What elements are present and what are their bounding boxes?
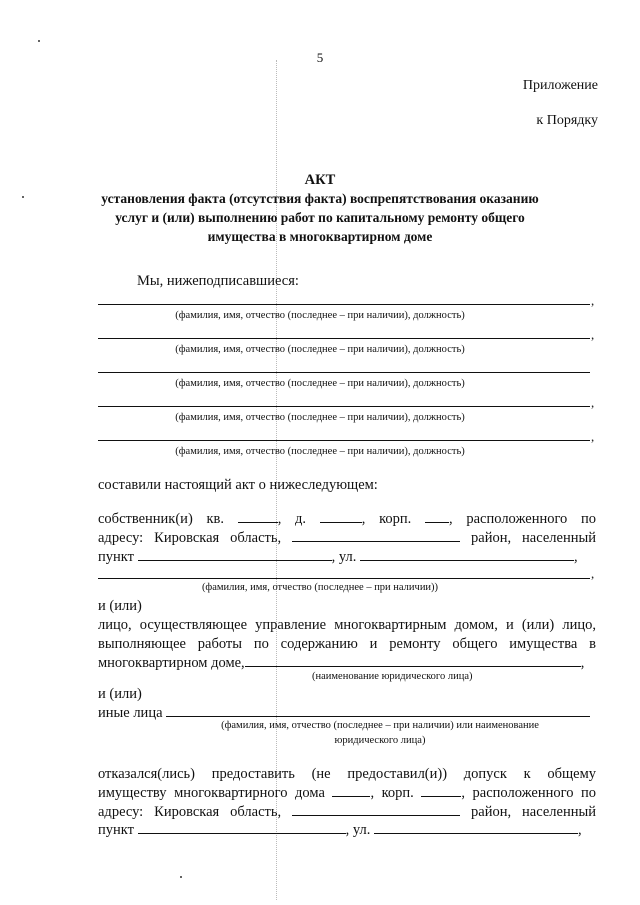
house-field[interactable] — [320, 510, 362, 523]
refused-house-field[interactable] — [332, 784, 370, 797]
refused-property-label: имуществу многоквартирного дома — [98, 785, 325, 801]
owner-address-label: адресу: Кировская область, — [98, 530, 282, 546]
refused-line-4: пункт , ул. , — [98, 822, 582, 838]
owner-settlement-label: пункт — [98, 549, 134, 565]
intro-text: Мы, нижеподписавшиеся: — [137, 273, 299, 289]
refused-building-field[interactable] — [421, 784, 461, 797]
refused-district-label: район, населенный — [471, 804, 596, 820]
owner-line-1 — [98, 510, 596, 528]
owner-located-label: расположенного по — [466, 511, 597, 527]
signer-caption-2: (фамилия, имя, отчество (последнее – при наличии), должность) — [175, 344, 465, 355]
document-subtitle-line-3: имущества в многоквартирном доме — [207, 229, 433, 244]
refused-line-3 — [98, 803, 596, 821]
scan-speck — [38, 40, 40, 42]
settlement-field[interactable] — [138, 548, 332, 561]
manager-line-1: лицо, осуществляющее управление многоквартирным домом, и (или) лицо, — [98, 617, 596, 633]
refused-settlement-label: пункт — [98, 822, 134, 838]
signer-line-4[interactable] — [98, 406, 590, 407]
scan-speck — [180, 876, 182, 878]
refused-located-label: , расположенного по — [461, 785, 597, 801]
owner-house-label: , д. — [277, 511, 307, 527]
document-subtitle-line-1: установления факта (отсутствия факта) воспрепятствования оказанию — [101, 191, 539, 206]
signer-line-3[interactable] — [98, 372, 590, 373]
others-label: иные лица — [98, 705, 163, 721]
refused-street-field[interactable] — [374, 821, 578, 834]
signer-line-2[interactable] — [98, 338, 590, 339]
refused-settlement-field[interactable] — [138, 821, 346, 834]
comma: , — [591, 429, 595, 444]
owner-line-2 — [98, 529, 596, 547]
comma: , — [591, 566, 595, 581]
refused-line-1: отказался(лись) предоставить (не предоставил(и)) допуск к общему — [98, 766, 596, 782]
refused-building-label: , корп. — [370, 785, 414, 801]
comma: , — [591, 395, 595, 410]
signer-caption-1: (фамилия, имя, отчество (последнее – при наличии), должность) — [175, 310, 465, 321]
owner-district-label: район, населенный — [471, 530, 596, 546]
owner-building-label: , корп. — [361, 511, 412, 527]
district-field[interactable] — [292, 529, 460, 542]
manager-field[interactable] — [245, 654, 581, 667]
manager-label: многоквартирном доме, — [98, 655, 245, 671]
or-separator-1: и (или) — [98, 598, 142, 614]
owner-street-label: , ул. — [331, 549, 357, 565]
signer-line-5[interactable] — [98, 440, 590, 441]
document-title: АКТ — [304, 172, 336, 188]
building-field[interactable] — [425, 510, 449, 523]
refused-street-label: , ул. — [345, 822, 371, 838]
manager-caption: (наименование юридического лица) — [312, 671, 473, 682]
refused-line-2 — [98, 784, 596, 802]
signer-caption-3: (фамилия, имя, отчество (последнее – при наличии), должность) — [175, 378, 465, 389]
appendix-reference: к Порядку — [536, 113, 598, 128]
manager-line-2: выполняющее работы по содержанию и ремонту общего имущества в — [98, 636, 596, 652]
signer-caption-4: (фамилия, имя, отчество (последнее – при наличии), должность) — [175, 412, 465, 423]
manager-line-3: многоквартирном доме, , — [98, 655, 585, 671]
appendix-label: Приложение — [522, 78, 598, 93]
refused-district-field[interactable] — [292, 803, 460, 816]
street-field[interactable] — [360, 548, 574, 561]
comma: , — [591, 293, 595, 308]
page-number: 5 — [316, 50, 324, 65]
owner-line-3: пункт , ул. , — [98, 549, 578, 565]
owner-caption: (фамилия, имя, отчество (последнее – при наличии)) — [201, 582, 439, 593]
signer-line-1[interactable] — [98, 304, 590, 305]
others-caption-2: юридического лица) — [334, 735, 426, 746]
or-separator-2: и (или) — [98, 686, 142, 702]
document-subtitle-line-2: услуг и (или) выполнению работ по капитальному ремонту общего — [115, 210, 525, 225]
owner-name-line[interactable] — [98, 578, 590, 579]
compiled-statement: составили настоящий акт о нижеследующем: — [98, 477, 378, 493]
apartment-field[interactable] — [238, 510, 278, 523]
others-field[interactable] — [166, 704, 590, 717]
signer-caption-5: (фамилия, имя, отчество (последнее – при наличии), должность) — [175, 446, 465, 457]
others-caption-1: (фамилия, имя, отчество (последнее – при наличии) или наименование — [221, 720, 539, 731]
owner-apt-label: собственник(и) кв. — [98, 511, 224, 527]
owner-comma: , — [449, 511, 453, 527]
comma: , — [591, 327, 595, 342]
refused-address-label: адресу: Кировская область, — [98, 804, 282, 820]
